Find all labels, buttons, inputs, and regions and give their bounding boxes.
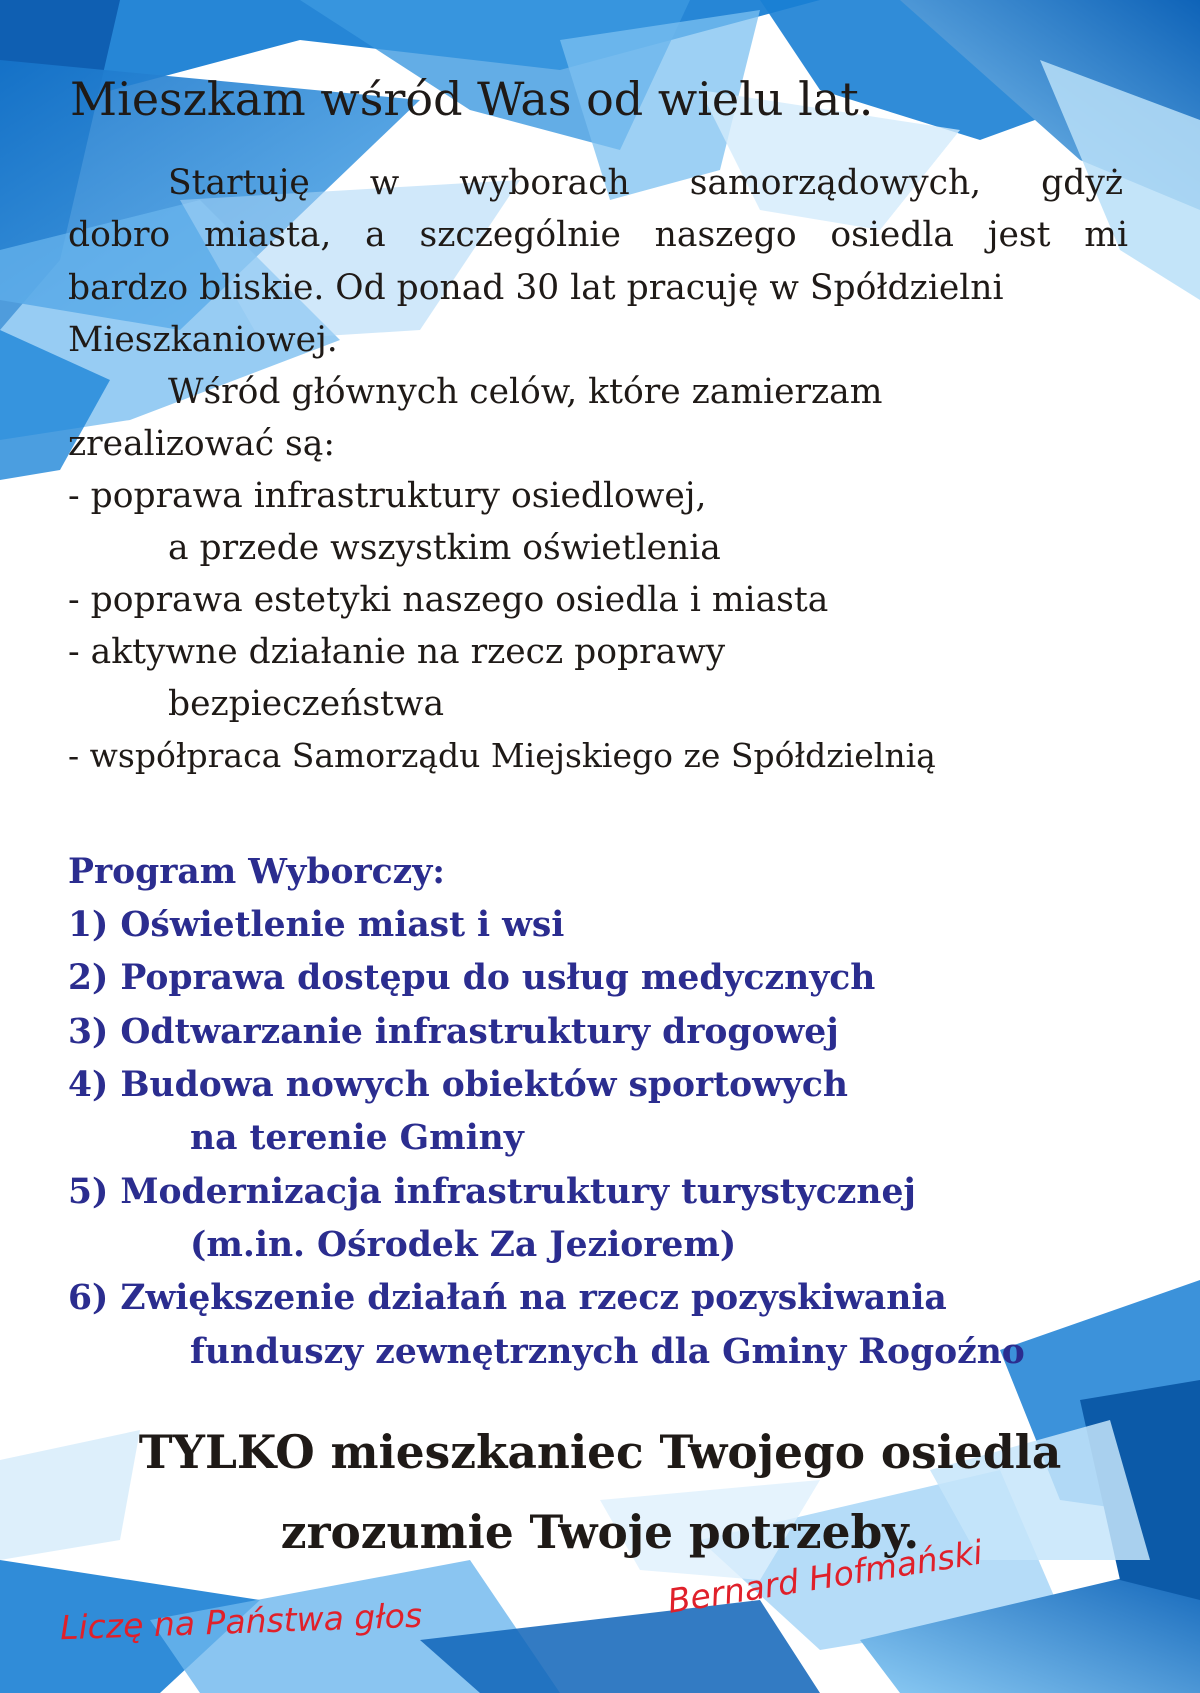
intro-line: Mieszkaniowej. — [68, 320, 338, 360]
closing-line: zrozumie Twoje potrzeby. — [280, 1505, 920, 1559]
signature-left: Liczę na Państwa głos — [59, 1595, 423, 1648]
goal-item: - poprawa infrastruktury osiedlowej, — [68, 476, 707, 516]
program-item-continuation: funduszy zewnętrznych dla Gminy Rogoźno — [190, 1332, 1025, 1372]
program-item: 5) Modernizacja infrastruktury turystycznej — [68, 1172, 916, 1212]
intro-line: Startuję w wyborach samorządowych, gdyż — [168, 163, 1123, 203]
goal-item-continuation: a przede wszystkim oświetlenia — [168, 528, 721, 568]
signature-right: Bernard Hofmański — [664, 1532, 986, 1621]
program-item: 6) Zwiększenie działań na rzecz pozyskiwania — [68, 1278, 947, 1318]
headline: Mieszkam wśród Was od wielu lat. — [70, 72, 874, 126]
program-item-continuation: na terenie Gminy — [190, 1118, 524, 1158]
goals-intro-line: Wśród głównych celów, które zamierzam — [168, 372, 883, 412]
goals-intro-line: zrealizować są: — [68, 424, 335, 464]
program-item: 1) Oświetlenie miast i wsi — [68, 905, 565, 945]
program-item: 4) Budowa nowych obiektów sportowych — [68, 1065, 848, 1105]
intro-line: bardzo bliskie. Od ponad 30 lat pracuję w Spółdzielni — [68, 268, 1004, 308]
goal-item-continuation: bezpieczeństwa — [168, 684, 445, 724]
goal-item: - aktywne działanie na rzecz poprawy — [68, 632, 726, 672]
intro-line: dobro miasta, a szczególnie naszego osiedla jest mi — [68, 215, 1128, 255]
closing-line: TYLKO mieszkaniec Twojego osiedla — [138, 1425, 1062, 1479]
goal-item: - współpraca Samorządu Miejskiego ze Spółdzielnią — [68, 736, 936, 775]
program-item: 3) Odtwarzanie infrastruktury drogowej — [68, 1012, 839, 1052]
program-item-continuation: (m.in. Ośrodek Za Jeziorem) — [190, 1225, 737, 1265]
goal-item: - poprawa estetyki naszego osiedla i miasta — [68, 580, 829, 620]
program-item: 2) Poprawa dostępu do usług medycznych — [68, 958, 876, 998]
program-title: Program Wyborczy: — [68, 852, 446, 892]
